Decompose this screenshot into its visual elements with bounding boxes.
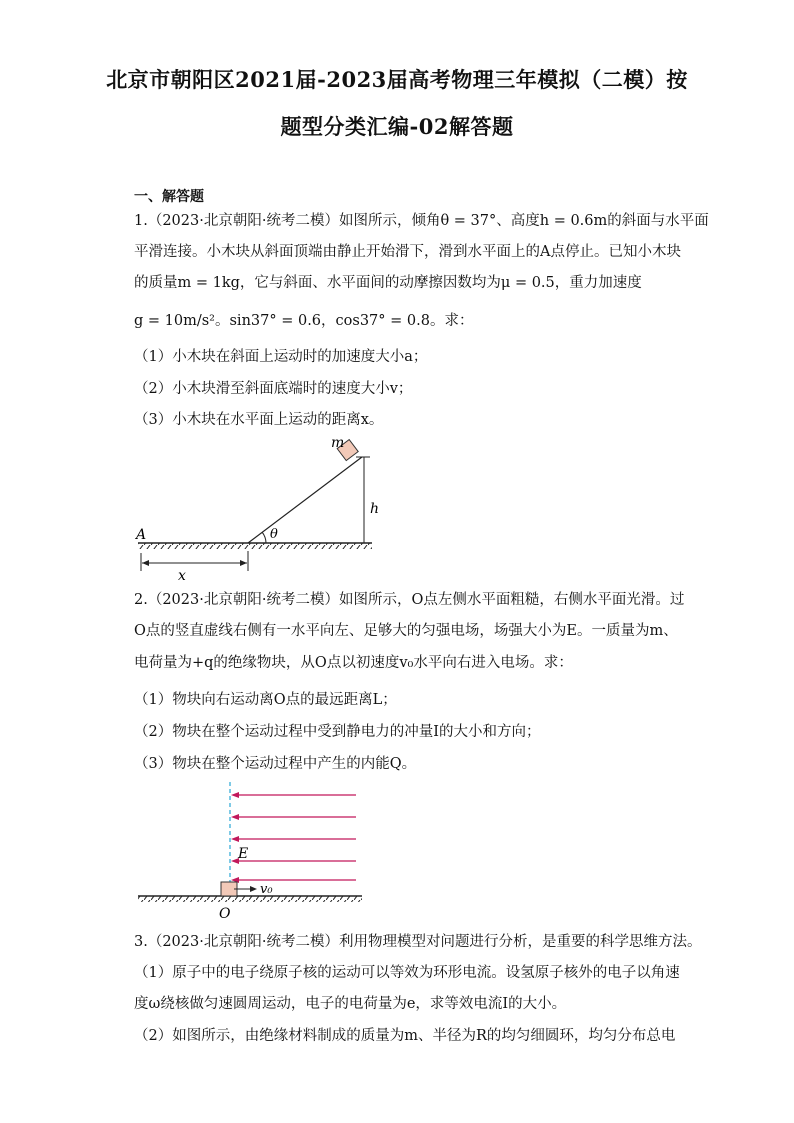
- field-e-label: E: [238, 846, 249, 862]
- q1-part: （3）小木块在水平面上运动的距离x。: [134, 412, 384, 428]
- q2-field-figure: [130, 780, 370, 922]
- q1-incline-figure: [130, 433, 390, 583]
- ground-hatch: [138, 543, 372, 549]
- q2-text-line: 电荷量为+q的绝缘物块，从O点以初速度v₀水平向右进入电场。求：: [134, 655, 573, 671]
- x-arrow-right: [240, 560, 247, 566]
- q3-text-line: 3.（2023·北京朝阳·统考二模）利用物理模型对问题进行分析，是重要的科学思维方法。: [134, 934, 702, 950]
- document-title-line-1: 北京市朝阳区2021届-2023届高考物理三年模拟（二模）按: [106, 67, 688, 92]
- x-label: x: [178, 568, 186, 583]
- q1-text-line: 1.（2023·北京朝阳·统考二模）如图所示，倾角θ = 37°、高度h = 0.6m的斜面与水平面: [134, 213, 709, 229]
- section-heading: 一、解答题: [134, 189, 204, 205]
- theta-label: θ: [270, 527, 278, 542]
- ground-hatch: [138, 896, 362, 902]
- field-arrowhead: [231, 836, 239, 842]
- q2-text-line: O点的竖直虚线右侧有一水平向左、足够大的匀强电场，场强大小为E。一质量为m、: [134, 623, 678, 639]
- q3-text-line: （2）如图所示，由绝缘材料制成的质量为m、半径为R的均匀细圆环，均匀分布总电: [134, 1028, 676, 1044]
- q3-text-line: （1）原子中的电子绕原子核的运动可以等效为环形电流。设氢原子核外的电子以角速: [134, 965, 680, 981]
- incline-slope: [248, 457, 362, 543]
- field-arrowhead: [231, 814, 239, 820]
- q1-text-line: 的质量m = 1kg，它与斜面、水平面间的动摩擦因数均为μ = 0.5，重力加速度: [134, 275, 642, 291]
- velocity-arrowhead: [250, 886, 257, 892]
- document-title-line-2: 题型分类汇编-02解答题: [280, 114, 514, 139]
- q2-part: （2）物块在整个运动过程中受到静电力的冲量I的大小和方向；: [134, 724, 541, 740]
- x-arrow-left: [142, 560, 149, 566]
- q2-part: （3）物块在整个运动过程中产生的内能Q。: [134, 756, 417, 772]
- q3-text-line: 度ω绕核做匀速圆周运动，电子的电荷量为e，求等效电流I的大小。: [134, 996, 567, 1012]
- q2-text-line: 2.（2023·北京朝阳·统考二模）如图所示，O点左侧水平面粗糙，右侧水平面光滑。过: [134, 592, 685, 608]
- height-label: h: [370, 501, 380, 517]
- q1-part: （1）小木块在斜面上运动时的加速度大小a；: [134, 349, 428, 365]
- velocity-label: v₀: [260, 882, 273, 897]
- angle-arc: [262, 532, 266, 543]
- mass-label: m: [331, 435, 345, 451]
- point-o-label: O: [219, 906, 231, 922]
- q1-part: （2）小木块滑至斜面底端时的速度大小v；: [134, 381, 413, 397]
- q1-text-line: g = 10m/s²。sin37° = 0.6，cos37° = 0.8。求：: [134, 313, 474, 329]
- q1-text-line: 平滑连接。小木块从斜面顶端由静止开始滑下，滑到水平面上的A点停止。已知小木块: [134, 244, 681, 260]
- field-arrowhead: [231, 792, 239, 798]
- q2-part: （1）物块向右运动离O点的最远距离L；: [134, 692, 397, 708]
- point-a-label: A: [136, 527, 147, 543]
